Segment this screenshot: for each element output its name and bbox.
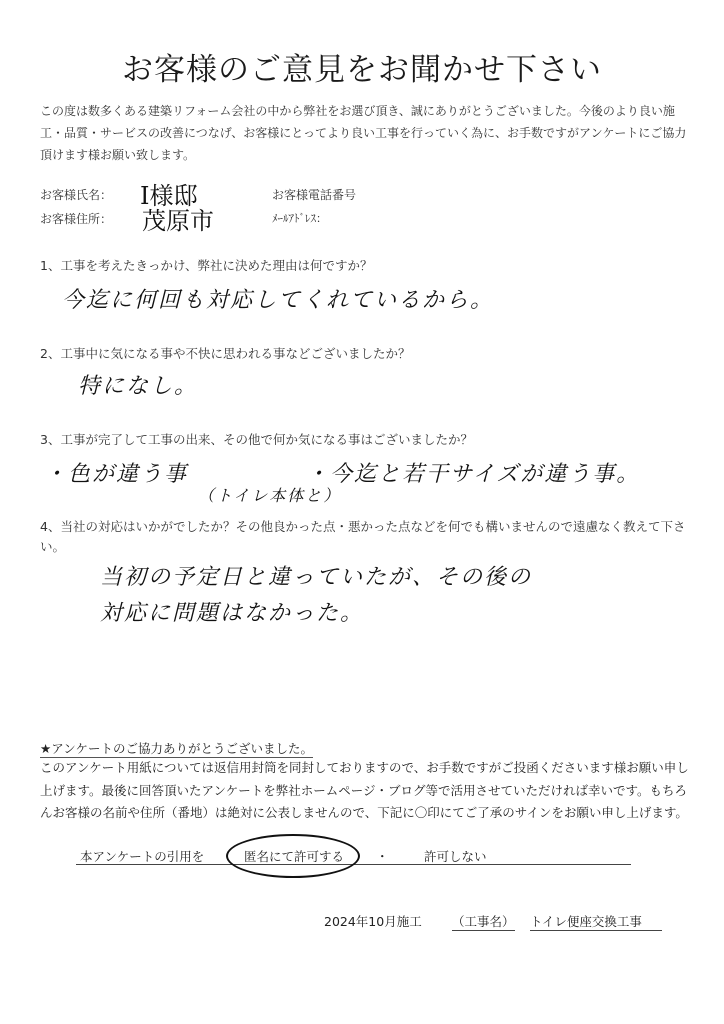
answer-2: 特になし。 [78,374,199,399]
address-label: お客様住所： [40,212,113,226]
email-label: ﾒｰﾙｱﾄﾞﾚｽ： [272,212,327,225]
answer-1: 今迄に何回も対応してくれているから。 [62,288,495,313]
address-value: 茂原市 [142,207,214,235]
option-separator: ・ [376,849,389,864]
footer-heading: ★アンケートのご協力ありがとうございました。 [40,741,313,756]
answer-3a: ・色が違う事 [44,462,189,487]
answer-4-line2: 対応に問題はなかった。 [100,601,365,626]
answer-3b: ・今迄と若干サイズが違う事。 [306,462,641,487]
question-4: 4、当社の対応はいかがでしたか？その他良かった点・悪かった点などを何でも構いませんので遠慮なく教えて下さい。 [40,519,686,554]
question-1: 1、工事を考えたきっかけ、弊社に決めた理由は何ですか？ [40,258,373,273]
option-deny[interactable]: 許可しない [424,849,487,864]
intro-text: この度は数多くある建築リフォーム会社の中から弊社をお選び頂き、誠にありがとうございました。今後のより良い施工・品質・サービスの改善につなげ、お客様にとってより良い工事を行っていく為に、お手数ですがアンケートにご協力頂けます様お願い致します。 [40,104,687,162]
option-anonymous[interactable]: 匿名にて許可する [244,849,345,864]
question-2: 2、工事中に気になる事や不快に思われる事などございましたか？ [40,346,411,361]
answer-3a-note: （トイレ本体と） [198,486,342,505]
phone-label: お客様電話番号 [272,188,357,202]
work-date: 2024年10月施工 [324,914,422,929]
footer-body: このアンケート用紙については返信用封筒を同封しておりますので、お手数ですがご投函くださいます様お願い申し上げます。最後に回答頂いたアンケートを弊社ホームページ・ブログ等で活用させていただければ幸いです。もちろんお客様の名前や住所（番地）は絶対に公表しませんので、下記に〇印にてご了承のサインをお願い申し上げます。 [40,760,689,820]
name-label: お客様氏名： [40,188,113,202]
work-name-label: （工事名） [452,914,515,929]
question-3: 3、工事が完了して工事の出来、その他で何か気になる事はございましたか？ [40,432,473,447]
name-value: I様邸 [140,182,198,210]
page-title: お客様のご意見をお聞かせ下さい [122,52,602,88]
work-name: トイレ便座交換工事 [530,912,662,931]
consent-label: 本アンケートの引用を [80,849,205,864]
answer-4-line1: 当初の予定日と違っていたが、その後の [100,565,533,590]
